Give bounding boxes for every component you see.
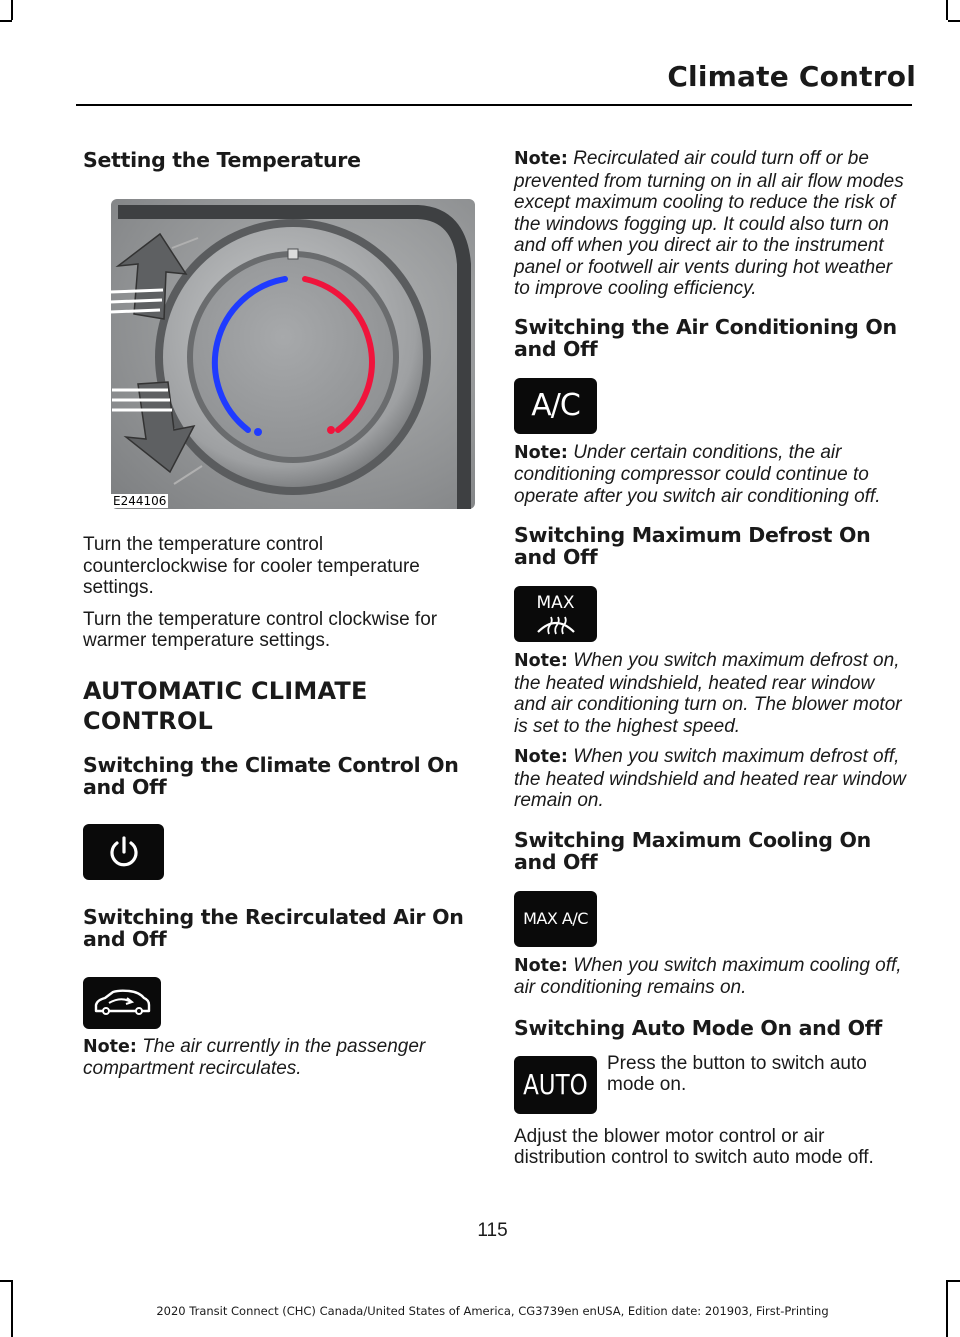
right-column [514,130,909,1169]
footer-edition-info: 2020 Transit Connect (CHC) Canada/United States of America, CG3739en enUSA, Edition date: 201903, First-Printing [156,1304,829,1318]
note-label: Note: [83,1036,137,1057]
paragraph-adjust-blower: Adjust the blower motor control or air distribution control to switch auto mode off. [514,1125,874,1168]
section-heading-automatic-climate [83,676,473,736]
crop-mark [946,0,948,20]
note-label: Note: [514,149,568,169]
power-icon [106,834,142,870]
heading-recirculated-air-on-off: Switching the Recirculated Air On and Off [83,904,464,951]
max-defrost-icon [534,612,578,638]
temperature-dial-icon [108,194,478,512]
crop-mark [948,1280,960,1282]
left-column [83,130,473,1080]
note-maximum-cooling [514,955,909,999]
crop-mark [0,20,12,22]
crop-mark [11,0,13,20]
section-heading-setting-temperature: Setting the Temperature [83,148,361,172]
heading-maximum-cooling-on-off: Switching Maximum Cooling On and Off [514,827,871,874]
ac-icon: A/C [531,388,580,423]
paragraph-press-auto: Press the button to switch auto mode on. [607,1052,867,1095]
note-recirculated-air [83,1036,473,1080]
note-recirculated-air-modes [514,148,909,300]
heading-climate-control-on-off: Switching the Climate Control On and Off [83,752,459,799]
page-number: 115 [477,1220,508,1241]
heading-air-conditioning-on-off: Switching the Air Conditioning On and Off [514,314,897,361]
max-defrost-button-illustration [514,586,597,642]
note-label: Note: [514,747,568,767]
heading-maximum-defrost-on-off: Switching Maximum Defrost On and Off [514,523,871,569]
note-air-conditioning [514,442,909,508]
note-defrost-on [514,650,909,737]
note-label: Note: [514,651,568,671]
note-text: Under certain conditions, the air conditioning compressor could continue to operate after you switch air conditioning off. [514,441,881,507]
paragraph-clockwise: Turn the temperature control clockwise for warmer temperature settings. [83,608,438,651]
temperature-dial-figure [108,194,478,512]
max-ac-button-illustration [514,891,597,947]
header-divider [76,104,912,106]
crop-mark [0,1280,12,1282]
auto-mode-row [514,1052,909,1114]
power-button-illustration [83,824,164,880]
page-title: Climate Control [667,60,916,93]
note-text: When you switch maximum defrost on, the heated windshield, heated rear window and air conditioning turn on. The blower motor is set to the highest speed. [514,650,902,737]
note-text: When you switch maximum defrost off, the heated windshield and heated rear window remain on. [514,746,906,811]
section-heading-line2: CONTROL [83,706,214,735]
recirculation-icon [91,988,153,1018]
paragraph-counterclockwise: Turn the temperature control counterclockwise for cooler temperature settings. [83,534,420,598]
note-defrost-off [514,746,909,812]
auto-button-illustration [514,1056,597,1114]
max-ac-icon: MAX A/C [523,909,588,928]
note-text: Recirculated air could turn off or be prevented from turning on in all air flow modes except maximum cooling to reduce the risk of the windows fogging up. It could also turn on and off when you direct air to the instrument panel or footwell air vents during hot weather to improve cooling efficiency. [514,148,904,299]
recirculation-button-illustration [83,977,161,1029]
note-label: Note: [514,955,568,976]
note-label: Note: [514,442,568,463]
note-text: When you switch maximum cooling off, air conditioning remains on. [514,954,902,998]
max-defrost-label: MAX [536,592,575,613]
note-text: The air currently in the passenger compartment recirculates. [83,1035,426,1079]
crop-mark [948,20,960,22]
ac-button-illustration [514,378,597,434]
auto-icon: AUTO [523,1068,588,1101]
figure-label: E244106 [113,494,167,508]
heading-auto-mode-on-off: Switching Auto Mode On and Off [514,1015,883,1040]
section-heading-line1: AUTOMATIC CLIMATE [83,676,368,705]
